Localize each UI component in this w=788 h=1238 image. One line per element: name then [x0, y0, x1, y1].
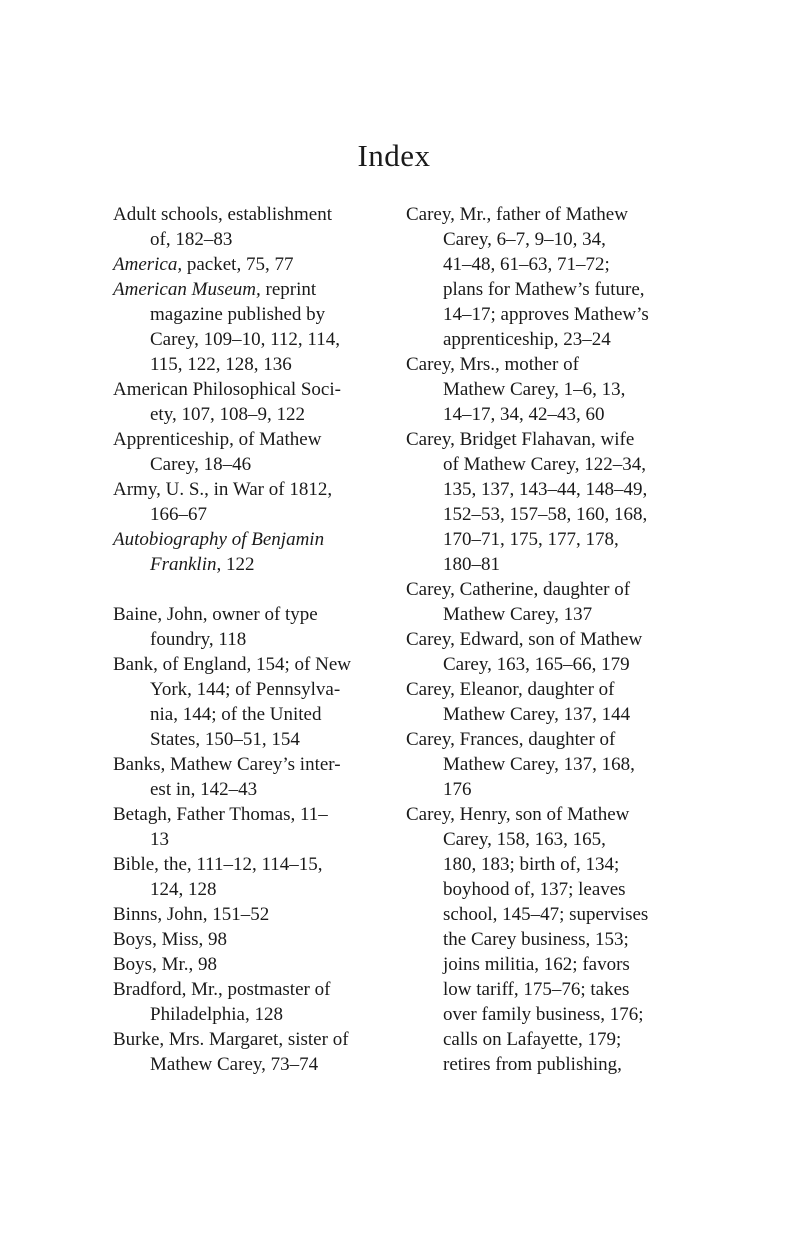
index-entry: American Museum, reprint magazine published by Carey, 109–10, 112, 114, 115, 122, 128, 136 — [113, 279, 340, 375]
index-entry: Boys, Miss, 98 — [113, 929, 228, 950]
index-entry: Army, U. S., in War of 1812, 166–67 — [113, 479, 333, 525]
index-entry: Carey, Eleanor, daughter of Mathew Carey, 137, 144 — [406, 679, 631, 725]
index-entry: Baine, John, owner of type foundry, 118 — [113, 604, 318, 650]
index-entry: Boys, Mr., 98 — [113, 954, 217, 975]
letter-section-gap — [113, 577, 393, 602]
index-entry: Carey, Mrs., mother of Mathew Carey, 1–6, 13, 14–17, 34, 42–43, 60 — [406, 354, 626, 425]
index-entry: Carey, Henry, son of Mathew Carey, 158, 163, 165, 180, 183; birth of, 134; boyhood of, 137; leaves school, 145–47; supervises the Carey business, 153; joins militia, 162; favors low tariff, 175–76; takes over family business, 176; calls on Lafayette, 179; retires from publishing, — [406, 804, 649, 1075]
index-entry: American Philosophical Soci- ety, 107, 108–9, 122 — [113, 379, 341, 425]
page-title: Index — [357, 138, 431, 173]
index-entry: America, packet, 75, 77 — [113, 254, 294, 275]
index-entry: Carey, Frances, daughter of Mathew Carey, 137, 168, 176 — [406, 729, 635, 800]
index-entry: Betagh, Father Thomas, 11– 13 — [113, 804, 328, 850]
index-entry: Carey, Catherine, daughter of Mathew Carey, 137 — [406, 579, 631, 625]
index-entry: Bank, of England, 154; of New York, 144; of Pennsylva- nia, 144; of the United States, 150–51, 154 — [113, 654, 351, 750]
index-entry: Carey, Mr., father of Mathew Carey, 6–7, 9–10, 34, 41–48, 61–63, 71–72; plans for Mathew’s future, 14–17; approves Mathew’s apprenticeship, 23–24 — [406, 204, 649, 350]
index-entry: Carey, Edward, son of Mathew Carey, 163, 165–66, 179 — [406, 629, 643, 675]
index-entry: Bradford, Mr., postmaster of Philadelphia, 128 — [113, 979, 331, 1025]
index-column-left — [113, 202, 393, 1077]
index-entry: Binns, John, 151–52 — [113, 904, 270, 925]
index-entry: Carey, Bridget Flahavan, wife of Mathew Carey, 122–34, 135, 137, 143–44, 148–49, 152–53, 157–58, 160, 168, 170–71, 175, 177, 178, 180–81 — [406, 429, 648, 575]
index-entry: Adult schools, establishment of, 182–83 — [113, 204, 333, 250]
index-column-right — [406, 202, 696, 1077]
index-entry: Autobiography of Benjamin Franklin, 122 — [113, 529, 325, 575]
index-entry: Burke, Mrs. Margaret, sister of Mathew Carey, 73–74 — [113, 1029, 349, 1075]
index-entry: Apprenticeship, of Mathew Carey, 18–46 — [113, 429, 322, 475]
index-entry: Bible, the, 111–12, 114–15, 124, 128 — [113, 854, 323, 900]
index-entry: Banks, Mathew Carey’s inter- est in, 142–43 — [113, 754, 341, 800]
